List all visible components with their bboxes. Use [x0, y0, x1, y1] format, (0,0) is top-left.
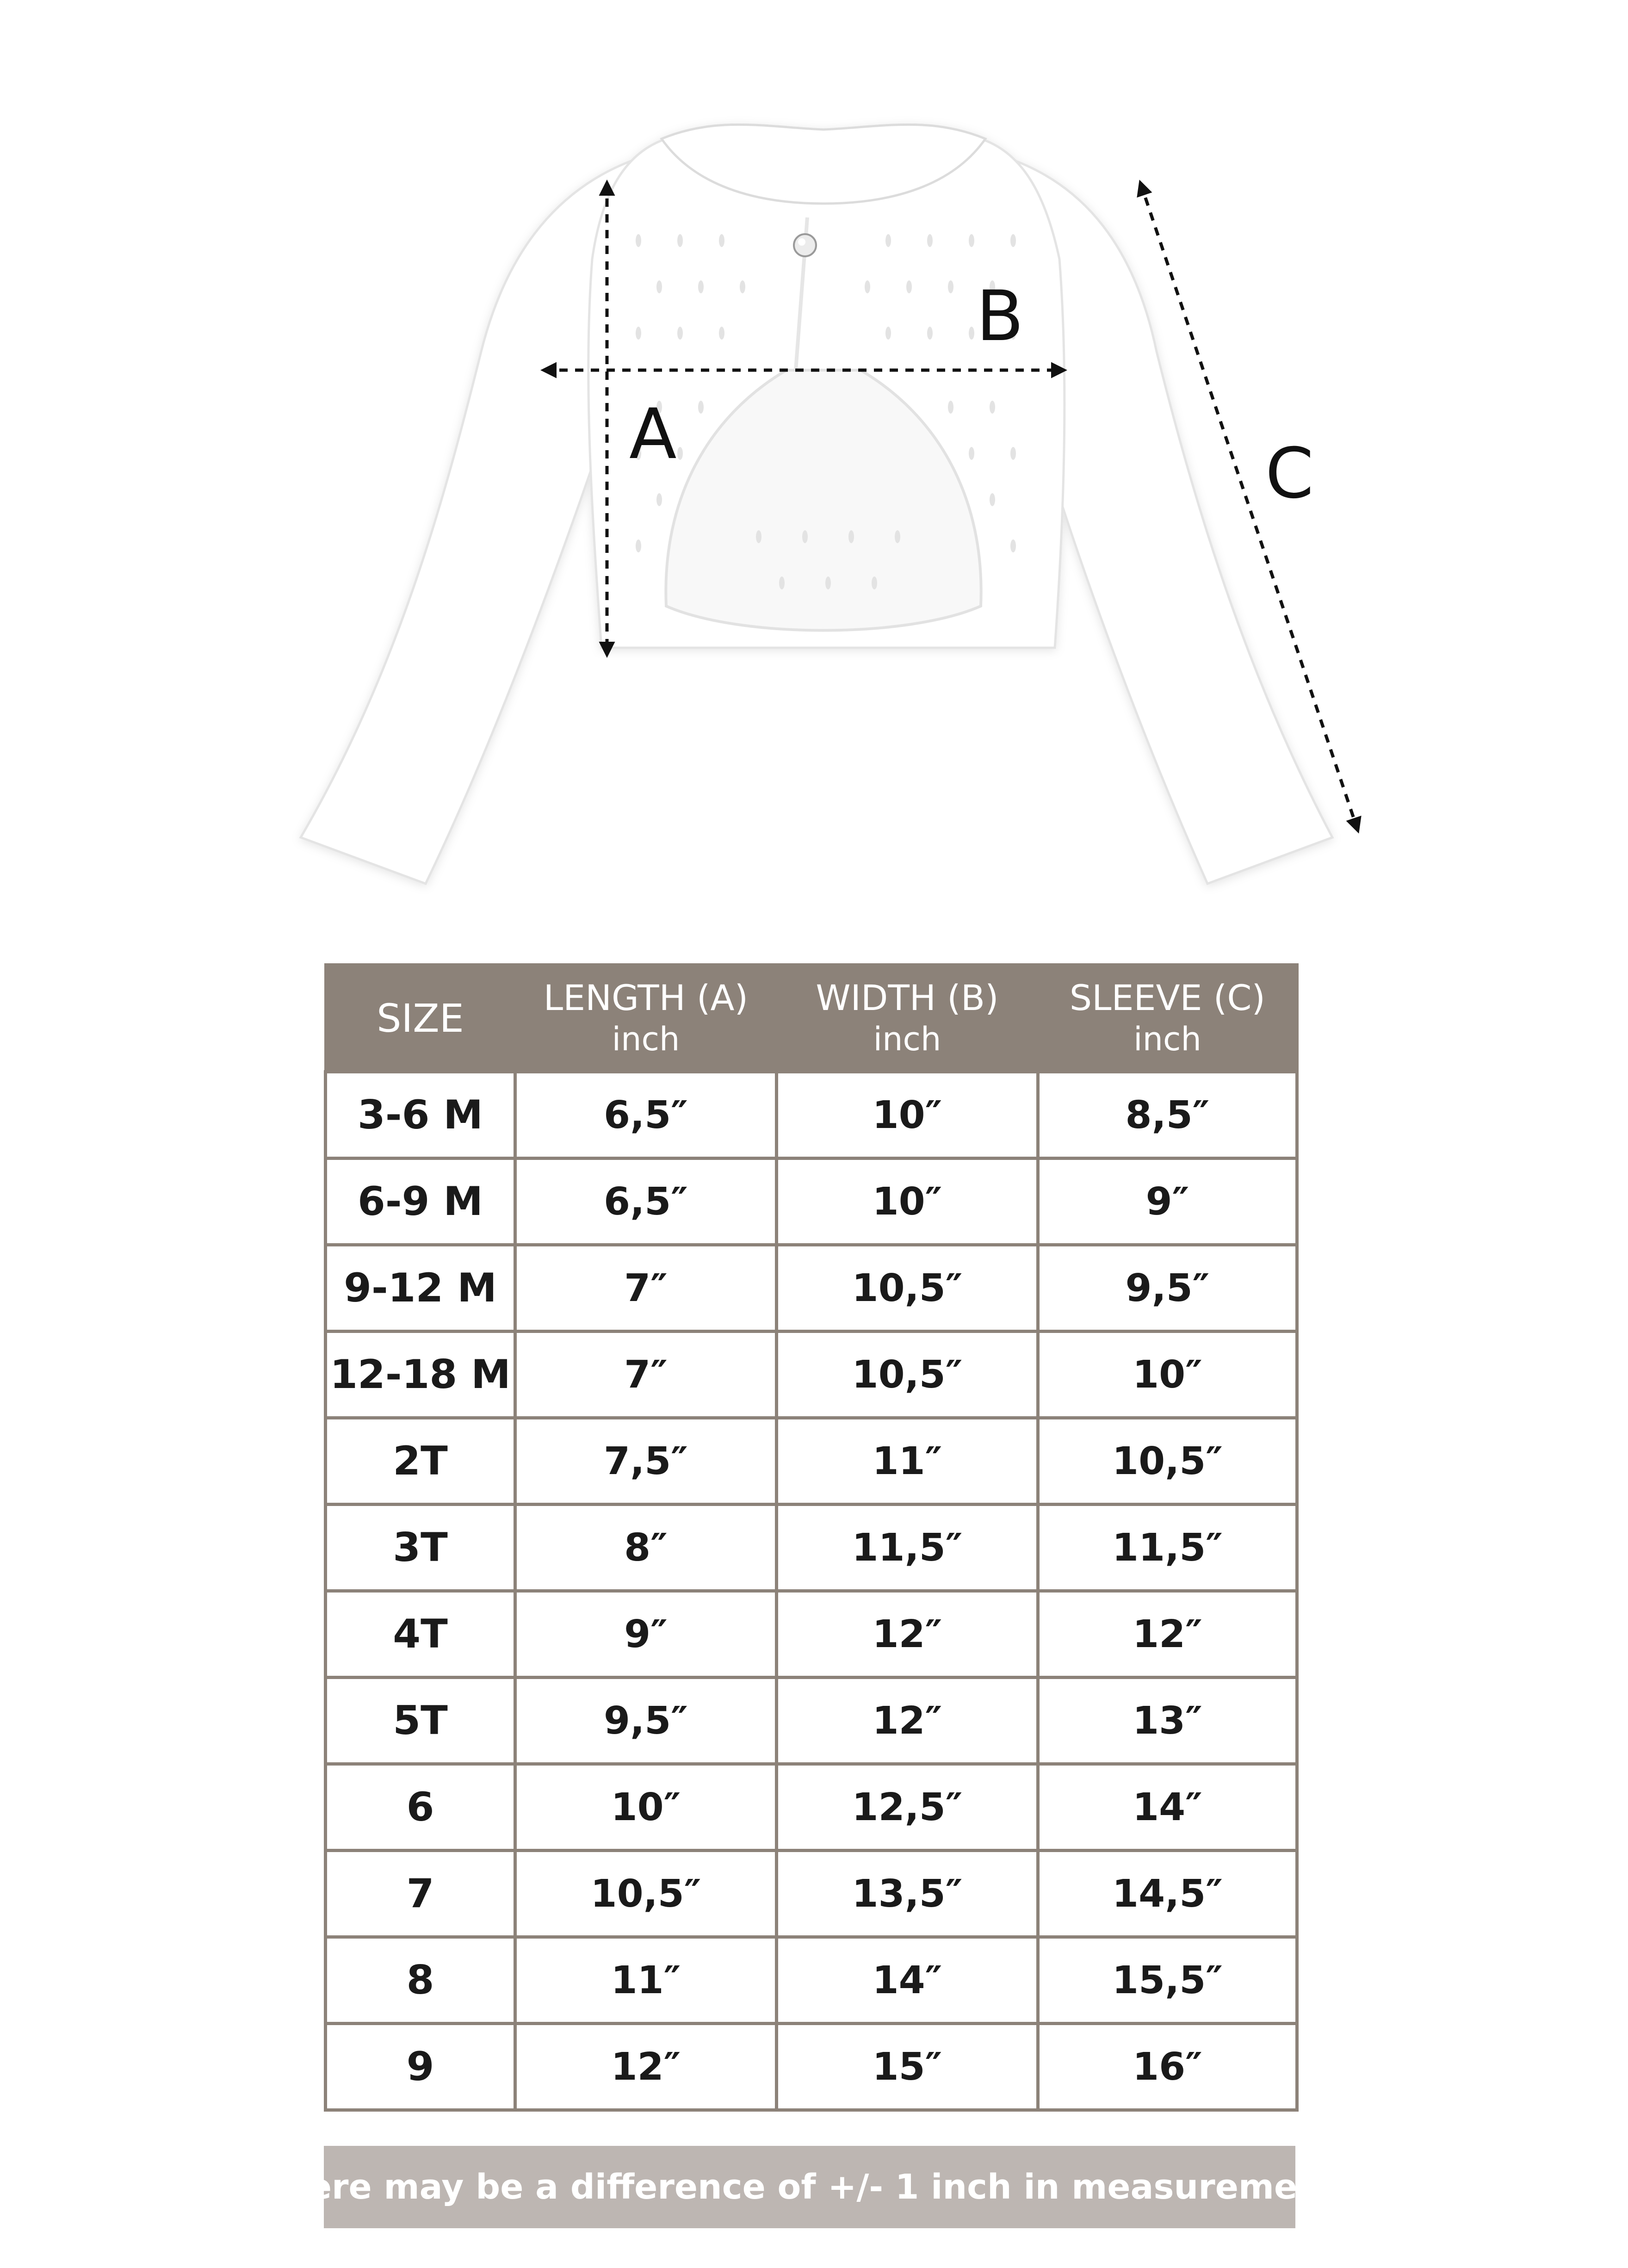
width-cell: 14″	[777, 1937, 1038, 2024]
width-cell: 15″	[777, 2024, 1038, 2110]
size-cell: 5T	[326, 1678, 515, 1764]
sleeve-cell: 11,5″	[1038, 1505, 1297, 1591]
table-row	[326, 1245, 1297, 1332]
size-cell: 9-12 M	[326, 1245, 515, 1332]
size-chart-table	[324, 963, 1299, 2112]
header-size: SIZE	[326, 965, 515, 1072]
length-cell: 9,5″	[515, 1678, 777, 1764]
table-header-row	[326, 965, 1297, 1072]
table-row	[326, 1851, 1297, 1937]
table-row	[326, 1937, 1297, 2024]
table-row	[326, 1332, 1297, 1418]
length-cell: 7,5″	[515, 1418, 777, 1505]
table-row	[326, 2024, 1297, 2110]
size-cell: 8	[326, 1937, 515, 2024]
width-cell: 13,5″	[777, 1851, 1038, 1937]
length-cell: 9″	[515, 1591, 777, 1678]
label-b: B	[976, 276, 1024, 357]
sleeve-cell: 9,5″	[1038, 1245, 1297, 1332]
width-cell: 12″	[777, 1591, 1038, 1678]
width-cell: 12,5″	[777, 1764, 1038, 1851]
table-row	[326, 1159, 1297, 1245]
width-cell: 12″	[777, 1678, 1038, 1764]
sleeve-cell: 9″	[1038, 1159, 1297, 1245]
size-cell: 7	[326, 1851, 515, 1937]
length-cell: 7″	[515, 1245, 777, 1332]
length-cell: 12″	[515, 2024, 777, 2110]
sleeve-cell: 14,5″	[1038, 1851, 1297, 1937]
table-row	[326, 1418, 1297, 1505]
size-cell: 4T	[326, 1591, 515, 1678]
width-cell: 10″	[777, 1072, 1038, 1159]
measurement-disclaimer: There may be a difference of +/- 1 inch in measurements	[324, 2146, 1295, 2228]
size-cell: 6	[326, 1764, 515, 1851]
width-cell: 10″	[777, 1159, 1038, 1245]
header-sleeve: SLEEVE (C) inch	[1038, 965, 1297, 1072]
length-cell: 6,5″	[515, 1159, 777, 1245]
sleeve-cell: 12″	[1038, 1591, 1297, 1678]
size-cell: 2T	[326, 1418, 515, 1505]
size-cell: 9	[326, 2024, 515, 2110]
button-icon	[794, 234, 816, 256]
size-cell: 3T	[326, 1505, 515, 1591]
size-cell: 3-6 M	[326, 1072, 515, 1159]
sleeve-cell: 10″	[1038, 1332, 1297, 1418]
length-cell: 11″	[515, 1937, 777, 2024]
table-row	[326, 1505, 1297, 1591]
table-row	[326, 1678, 1297, 1764]
length-cell: 8″	[515, 1505, 777, 1591]
table-row	[326, 1764, 1297, 1851]
length-cell: 6,5″	[515, 1072, 777, 1159]
size-cell: 6-9 M	[326, 1159, 515, 1245]
width-cell: 11″	[777, 1418, 1038, 1505]
header-width: WIDTH (B) inch	[777, 965, 1038, 1072]
length-cell: 10″	[515, 1764, 777, 1851]
width-cell: 10,5″	[777, 1245, 1038, 1332]
table-row	[326, 1591, 1297, 1678]
sleeve-cell: 15,5″	[1038, 1937, 1297, 2024]
sleeve-cell: 14″	[1038, 1764, 1297, 1851]
size-cell: 12-18 M	[326, 1332, 515, 1418]
sleeve-cell: 13″	[1038, 1678, 1297, 1764]
header-length: LENGTH (A) inch	[515, 965, 777, 1072]
length-cell: 10,5″	[515, 1851, 777, 1937]
sleeve-cell: 8,5″	[1038, 1072, 1297, 1159]
table-row	[326, 1072, 1297, 1159]
width-cell: 11,5″	[777, 1505, 1038, 1591]
width-cell: 10,5″	[777, 1332, 1038, 1418]
length-cell: 7″	[515, 1332, 777, 1418]
cardigan-illustration	[0, 0, 1628, 925]
sleeve-cell: 10,5″	[1038, 1418, 1297, 1505]
sleeve-cell: 16″	[1038, 2024, 1297, 2110]
label-c: C	[1265, 434, 1314, 514]
label-a: A	[629, 394, 677, 475]
